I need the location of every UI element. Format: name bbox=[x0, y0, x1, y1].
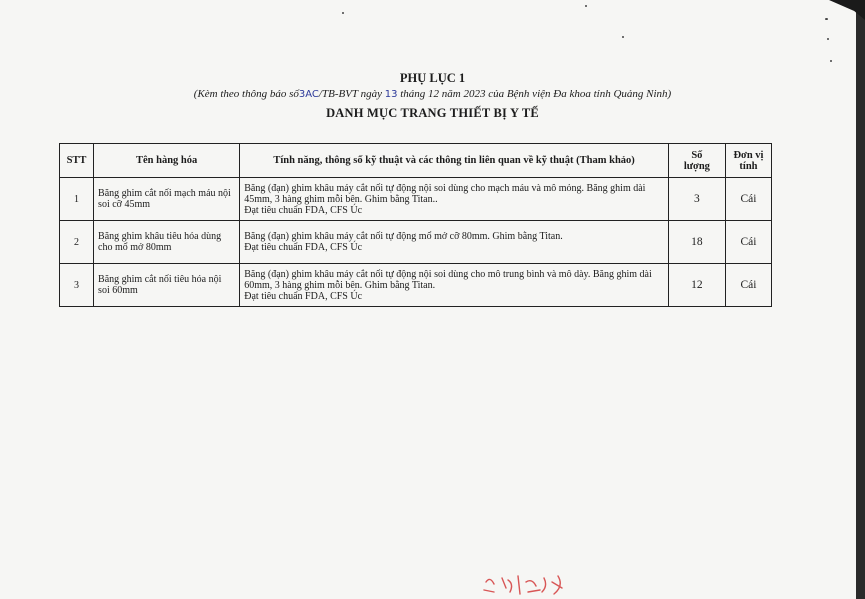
annex-sub-suffix: tháng 12 năm 2023 của Bệnh viện Đa khoa tỉnh Quảng Ninh) bbox=[400, 88, 672, 100]
cell-unit: Cái bbox=[725, 221, 771, 264]
scan-speck bbox=[830, 60, 832, 62]
cell-qty: 18 bbox=[668, 221, 725, 264]
cell-name: Băng ghim khâu tiêu hóa dùng cho mổ mở 80mm bbox=[94, 221, 240, 264]
cell-qty: 3 bbox=[668, 178, 725, 221]
handwritten-number: 3AC bbox=[298, 89, 319, 100]
document-title: DANH MỤC TRANG THIẾT BỊ Y TẾ bbox=[326, 106, 539, 120]
annex-subtitle bbox=[0, 88, 865, 100]
table-header-row bbox=[60, 144, 772, 178]
col-header-qty bbox=[668, 144, 725, 178]
col-header-qty-line2: lượng bbox=[683, 160, 710, 172]
col-header-unit bbox=[725, 144, 771, 178]
table-row bbox=[60, 178, 772, 221]
table-row bbox=[60, 264, 772, 307]
cell-stt: 3 bbox=[60, 264, 94, 307]
col-header-name: Tên hàng hóa bbox=[94, 144, 240, 178]
scan-speck bbox=[825, 18, 828, 20]
cell-spec bbox=[240, 264, 669, 307]
cell-stt: 1 bbox=[60, 178, 94, 221]
spec-standard: Đạt tiêu chuẩn FDA, CFS Úc bbox=[244, 204, 363, 216]
scan-speck bbox=[622, 36, 624, 38]
col-header-unit-line2: tính bbox=[739, 160, 758, 172]
cell-unit: Cái bbox=[725, 264, 771, 307]
red-stamp-fragment bbox=[478, 572, 578, 599]
spec-standard: Đạt tiêu chuẩn FDA, CFS Úc bbox=[244, 242, 363, 253]
scan-speck bbox=[342, 12, 344, 14]
cell-name: Băng ghim cắt nối mạch máu nội soi cỡ 45mm bbox=[94, 178, 240, 221]
col-header-qty-line1: Số bbox=[691, 149, 703, 161]
annex-sub-prefix: (Kèm theo thông báo số bbox=[193, 88, 299, 100]
scan-speck bbox=[827, 38, 829, 40]
col-header-spec: Tính năng, thông số kỹ thuật và các thông tin liên quan về kỹ thuật (Tham khảo) bbox=[240, 144, 669, 178]
spec-description: Băng (đạn) ghim khâu máy cắt nối tự động nội soi dùng cho mô trung bình và mô dày. Băng ghim dài 60mm, 3 hàng ghim mỗi bên. Ghim bằng Titan. bbox=[244, 268, 652, 291]
cell-name: Băng ghim cắt nối tiêu hóa nội soi 60mm bbox=[94, 264, 240, 307]
cell-unit: Cái bbox=[725, 178, 771, 221]
col-header-unit-line1: Đơn vị bbox=[733, 149, 764, 161]
equipment-table bbox=[59, 143, 772, 307]
annex-sub-mid: /TB-BVT ngày bbox=[318, 88, 382, 100]
annex-title: PHỤ LỤC 1 bbox=[399, 71, 466, 85]
scan-speck bbox=[585, 5, 587, 7]
cell-stt: 2 bbox=[60, 221, 94, 264]
spec-description: Băng (đạn) ghim khâu máy cắt nối tự động nội soi dùng cho mạch máu và mô mỏng. Băng ghim dài 45mm, 3 hàng ghim mỗi bên. Ghim bằng Titan.. bbox=[244, 182, 646, 205]
spec-description: Băng (đạn) ghim khâu máy cắt nối tự động mổ mở cỡ 80mm. Ghim bằng Titan. bbox=[244, 231, 563, 242]
spec-standard: Đạt tiêu chuẩn FDA, CFS Úc bbox=[244, 290, 363, 302]
table-row bbox=[60, 221, 772, 264]
cell-qty: 12 bbox=[668, 264, 725, 307]
col-header-stt: STT bbox=[60, 144, 94, 178]
cell-spec bbox=[240, 221, 669, 264]
handwritten-day: 13 bbox=[384, 89, 398, 100]
cell-spec bbox=[240, 178, 669, 221]
